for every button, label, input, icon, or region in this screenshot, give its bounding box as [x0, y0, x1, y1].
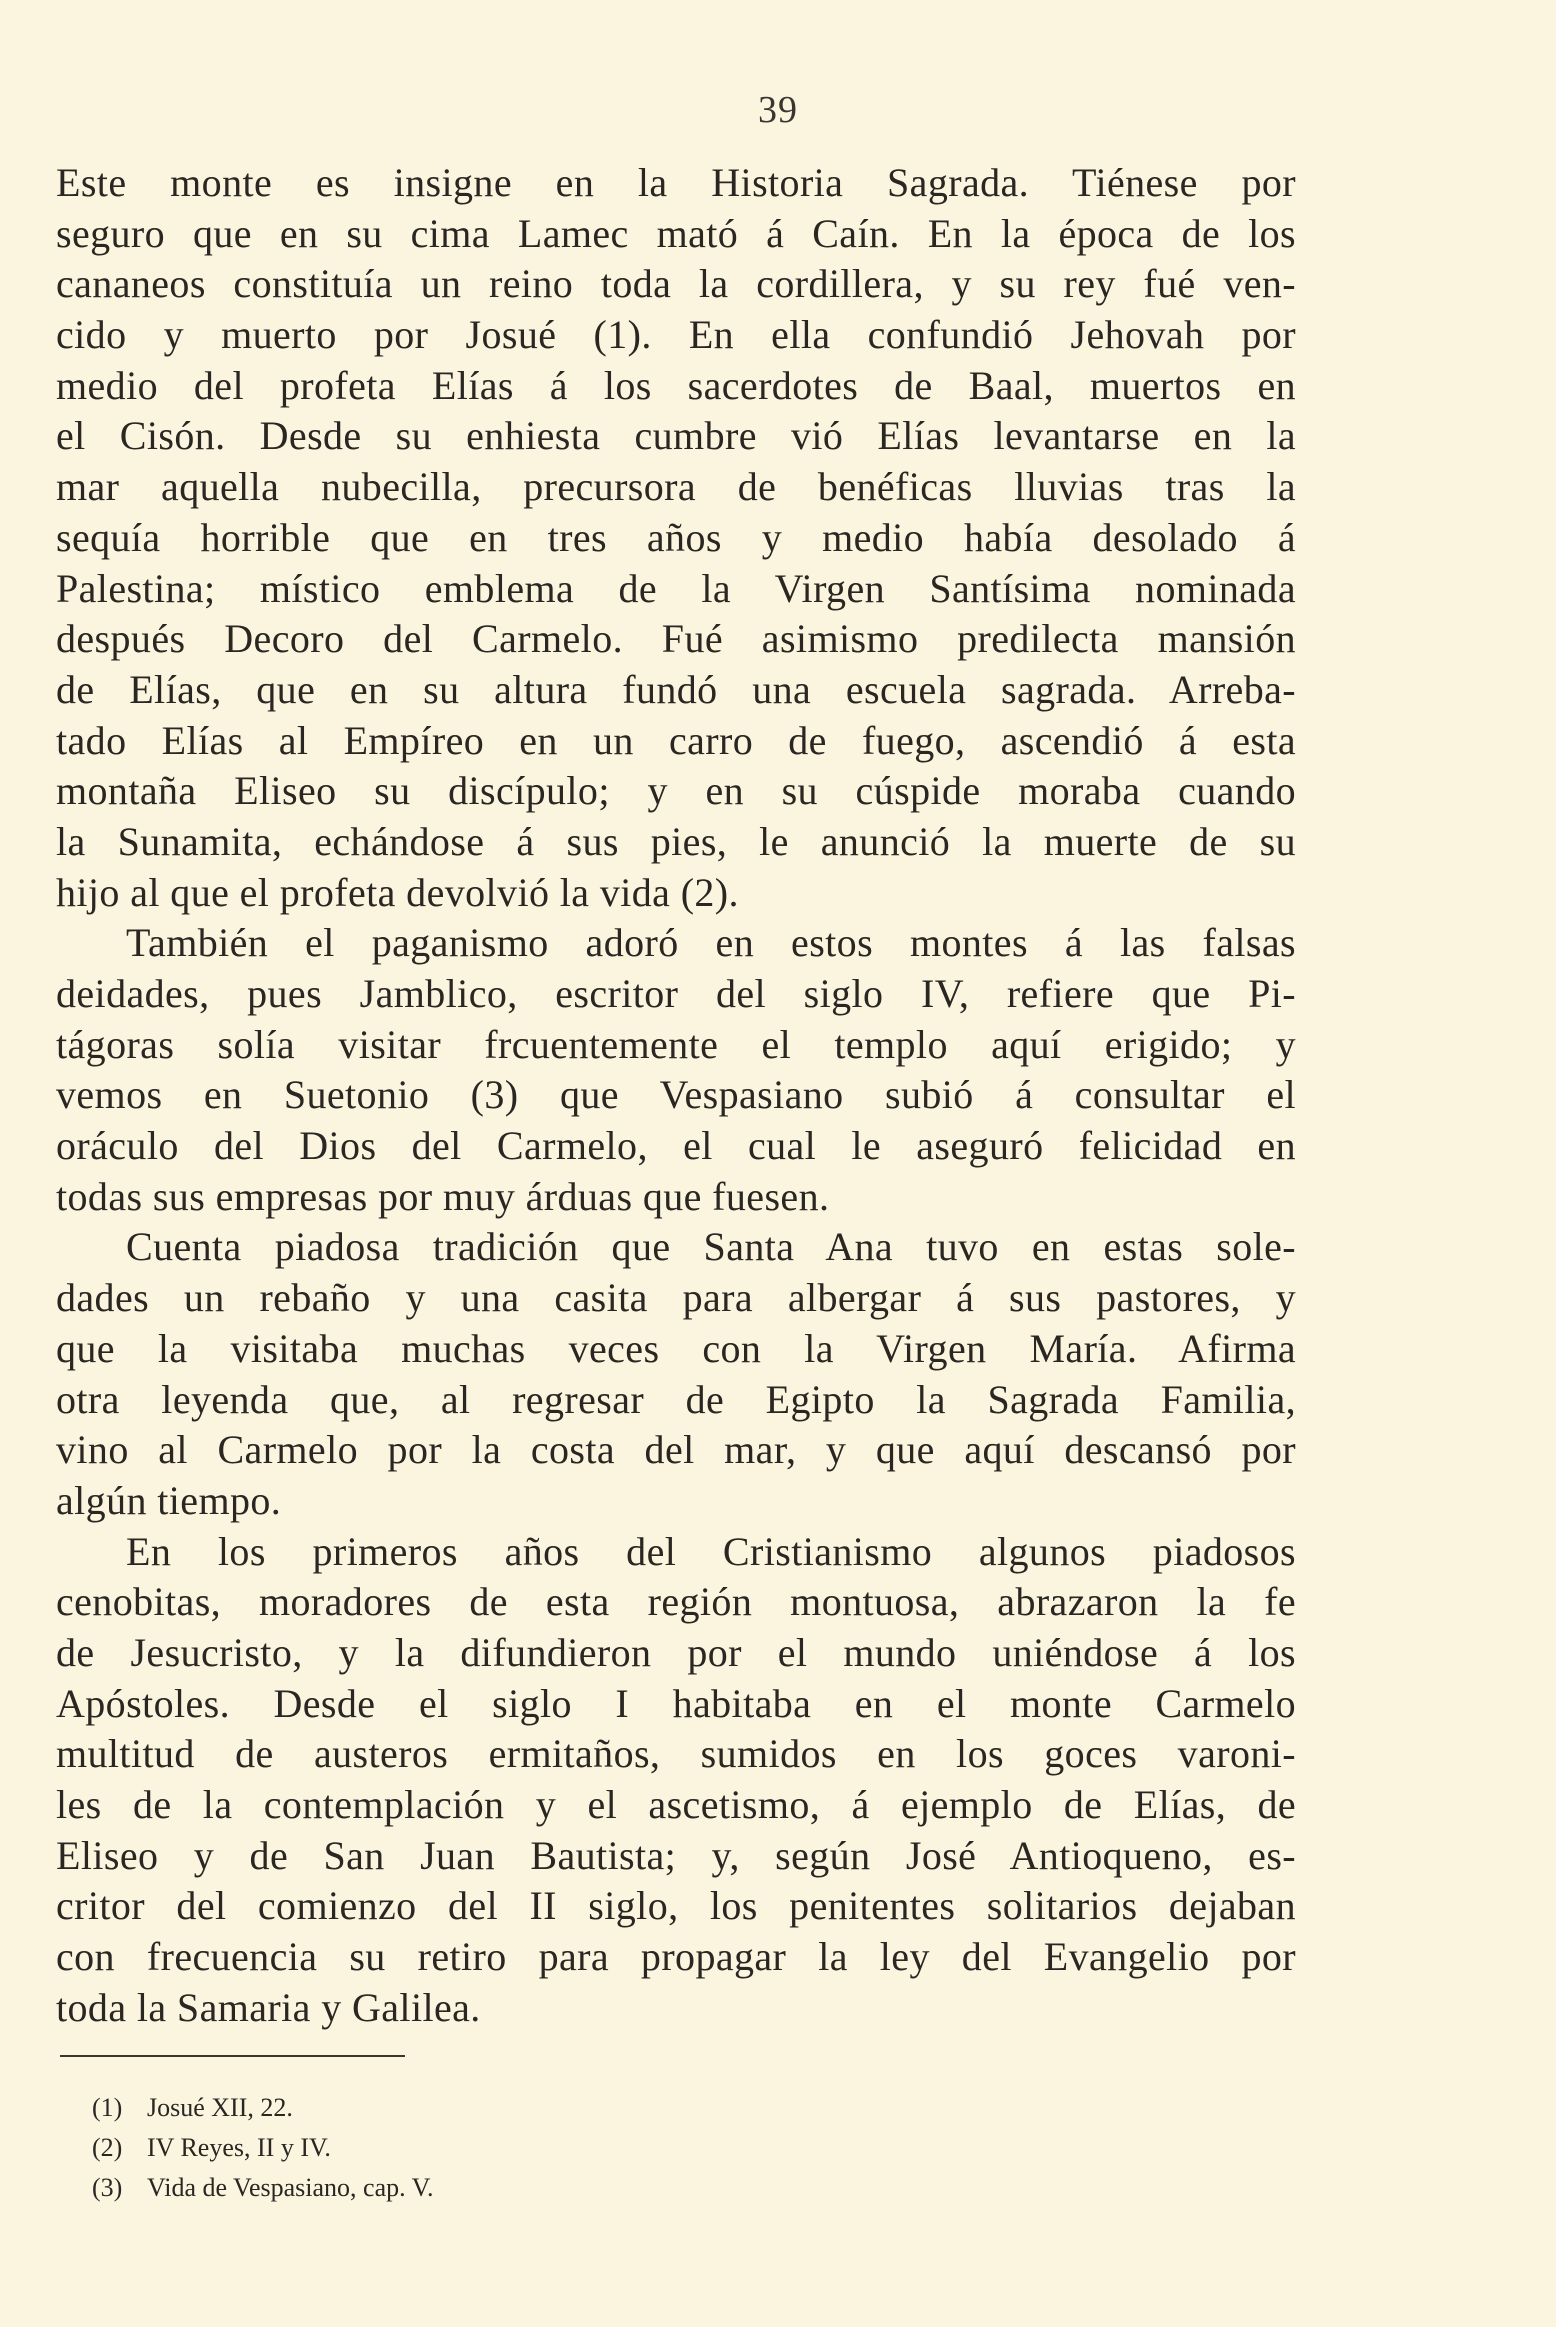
- text-line: el Cisón. Desde su enhiesta cumbre vió Elías levantarse en la: [56, 413, 1296, 459]
- text-line: oráculo del Dios del Carmelo, el cual le aseguró felicidad en: [56, 1123, 1296, 1169]
- text-line: algún tiempo.: [56, 1477, 282, 1523]
- paragraph-2: [56, 918, 1296, 1222]
- text-line: cenobitas, moradores de esta región montuosa, abrazaron la fe: [56, 1579, 1296, 1625]
- text-line: Este monte es insigne en la Historia Sagrada. Tiénese por: [56, 160, 1296, 205]
- text-line: critor del comienzo del II siglo, los penitentes solitarios dejaban: [56, 1883, 1296, 1929]
- text-line: En los primeros años del Cristianismo algunos piadosos: [126, 1528, 1296, 1574]
- text-line: También el paganismo adoró en estos montes á las falsas: [126, 920, 1296, 966]
- footnote-marker: (3): [92, 2173, 123, 2202]
- text-line: que la visitaba muchas veces con la Virgen María. Afirma: [56, 1325, 1296, 1371]
- text-line: todas sus empresas por muy árduas que fuesen.: [56, 1173, 830, 1219]
- text-line: cananeos constituía un reino toda la cordillera, y su rey fué ven-: [56, 261, 1296, 307]
- text-line: les de la contemplación y el ascetismo, á ejemplo de Elías, de: [56, 1782, 1296, 1827]
- footnote-2: [92, 2128, 810, 2168]
- paragraph-3: [56, 1222, 1296, 1526]
- text-line: con frecuencia su retiro para propagar la ley del Evangelio por: [56, 1934, 1296, 1980]
- text-line: deidades, pues Jamblico, escritor del siglo IV, refiere que Pi-: [56, 971, 1296, 1016]
- text-line: tado Elías al Empíreo en un carro de fuego, ascendió á esta: [56, 717, 1296, 763]
- text-line: medio del profeta Elías á los sacerdotes de Baal, muertos en: [56, 362, 1296, 408]
- footnote-3: [92, 2168, 810, 2208]
- paragraph-1: [56, 158, 1296, 918]
- text-line: Palestina; místico emblema de la Virgen Santísima nominada: [56, 565, 1296, 611]
- text-line: Eliseo y de San Juan Bautista; y, según José Antioqueno, es-: [56, 1832, 1296, 1878]
- footnote-divider: [60, 2055, 405, 2057]
- text-line: cido y muerto por Josué (1). En ella confundió Jehovah por: [56, 312, 1296, 358]
- text-line: de Jesucristo, y la difundieron por el mundo uniéndose á los: [56, 1629, 1296, 1675]
- text-line: hijo al que el profeta devolvió la vida (2).: [56, 869, 739, 915]
- paragraph-4: [56, 1527, 1296, 2034]
- footnote-1: [92, 2088, 810, 2128]
- text-line: de Elías, que en su altura fundó una escuela sagrada. Arreba-: [56, 666, 1296, 712]
- footnote-text: Vida de Vespasiano, cap. V.: [147, 2173, 434, 2202]
- text-line: tágoras solía visitar frcuentemente el templo aquí erigido; y: [56, 1021, 1296, 1067]
- text-line: montaña Eliseo su discípulo; y en su cúspide moraba cuando: [56, 768, 1296, 814]
- text-line: multitud de austeros ermitaños, sumidos en los goces varoni-: [56, 1731, 1296, 1777]
- text-line: dades un rebaño y una casita para albergar á sus pastores, y: [56, 1275, 1296, 1321]
- text-line: después Decoro del Carmelo. Fué asimismo predilecta mansión: [56, 616, 1296, 662]
- text-line: sequía horrible que en tres años y medio había desolado á: [56, 514, 1296, 560]
- page-number: 39: [758, 89, 798, 131]
- text-line: vino al Carmelo por la costa del mar, y que aquí descansó por: [56, 1427, 1296, 1473]
- text-line: Apóstoles. Desde el siglo I habitaba en el monte Carmelo: [56, 1680, 1296, 1726]
- text-line: otra leyenda que, al regresar de Egipto la Sagrada Familia,: [56, 1376, 1296, 1422]
- text-line: seguro que en su cima Lamec mató á Caín. En la época de los: [56, 210, 1296, 256]
- text-line: toda la Samaria y Galilea.: [56, 1984, 481, 2030]
- footnote-marker: (2): [92, 2133, 123, 2162]
- body-text: [56, 158, 1296, 2033]
- text-line: vemos en Suetonio (3) que Vespasiano subió á consultar el: [56, 1072, 1296, 1118]
- footnote-marker: (1): [92, 2093, 123, 2122]
- text-line: Cuenta piadosa tradición que Santa Ana tuvo en estas sole-: [126, 1224, 1296, 1270]
- text-line: la Sunamita, echándose á sus pies, le anunció la muerte de su: [56, 818, 1296, 864]
- footnotes: [92, 2088, 810, 2208]
- footnote-text: IV Reyes, II y IV.: [147, 2133, 331, 2162]
- footnote-text: Josué XII, 22.: [147, 2093, 293, 2122]
- text-line: mar aquella nubecilla, precursora de benéficas lluvias tras la: [56, 464, 1296, 510]
